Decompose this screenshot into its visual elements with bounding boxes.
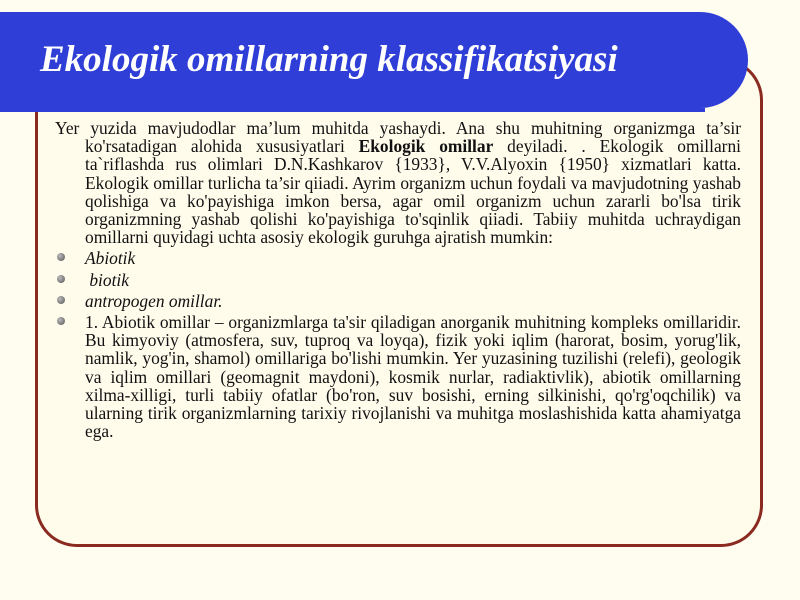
bullet-item-abiotik-description: [55, 313, 741, 440]
bullet-item-abiotik: [55, 249, 741, 267]
intro-bold-term: Ekologik omillar: [358, 136, 494, 157]
intro-paragraph: [55, 119, 741, 246]
bullet-text: antropogen omillar.: [85, 290, 223, 311]
bullet-item-antropogen: [55, 292, 741, 310]
bullet-icon: [57, 296, 65, 304]
title-underline: [0, 108, 705, 112]
bullet-icon: [57, 275, 65, 283]
intro-text-1: Yer yuzida mavjudodlar ma’lum muhitda yashaydi. Ana shu muhitning organizmga ta’sir ko'rsatadigan alohida xususiyatlari: [55, 118, 741, 157]
bullet-text: biotik: [85, 269, 129, 290]
slide-title: Ekologik omillarning klassifikatsiyasi: [40, 39, 618, 80]
bullet-icon: [57, 253, 65, 261]
bullet-item-biotik: [55, 271, 741, 289]
bullet-text: 1. Abiotik omillar – organizmlarga ta'sir qiladigan anorganik muhitning kompleks omillaridir. Bu kimyoviy (atmosfera, suv, tuproq va loyqa), fizik yoki iqlim (harorat, bosim, yorug'lik, namlik, yog'in, shamol) omillariga bo'lishi mumkin. Yer yuzasining tuzilishi (relefi), geologik va iqlim omillari (geomagnit maydoni), kosmik nurlar, radiaktivlik), abiotik omillarning xilma-xilligi, turli tabiiy ofatlar (bo'ron, suv bosishi, erning silkinishi, qo'rg'oqchilik) va ularning tirik organizmlarning tarixiy rivojlanishi va muhitga moslashishida katta ahamiyatga ega.: [85, 312, 741, 442]
bullet-list: [55, 249, 741, 440]
bullet-text: Abiotik: [85, 248, 136, 269]
intro-text-2: deyiladi. . Ekologik omillarni ta`riflashda rus olimlari D.N.Kashkarov {1933}, V.V.Alyoxin {1950} xizmatlari katta. Ekologik omillar turlicha ta’sir qiiadi. Ayrim organizm uchun foydali va mavjudotning yashab qolishiga va ko'payishiga imkon bersa, agar omil organizm uchun zararli bo'lsa tirik organizmning yashab qolishi ko'payishiga to'sqinlik qiiadi. Tabiiy muhitda uchraydigan omillarni quyidagi uchta asosiy ekologik guruhga ajratish mumkin:: [85, 136, 742, 248]
slide-content: [55, 119, 741, 443]
bullet-icon: [57, 317, 65, 325]
